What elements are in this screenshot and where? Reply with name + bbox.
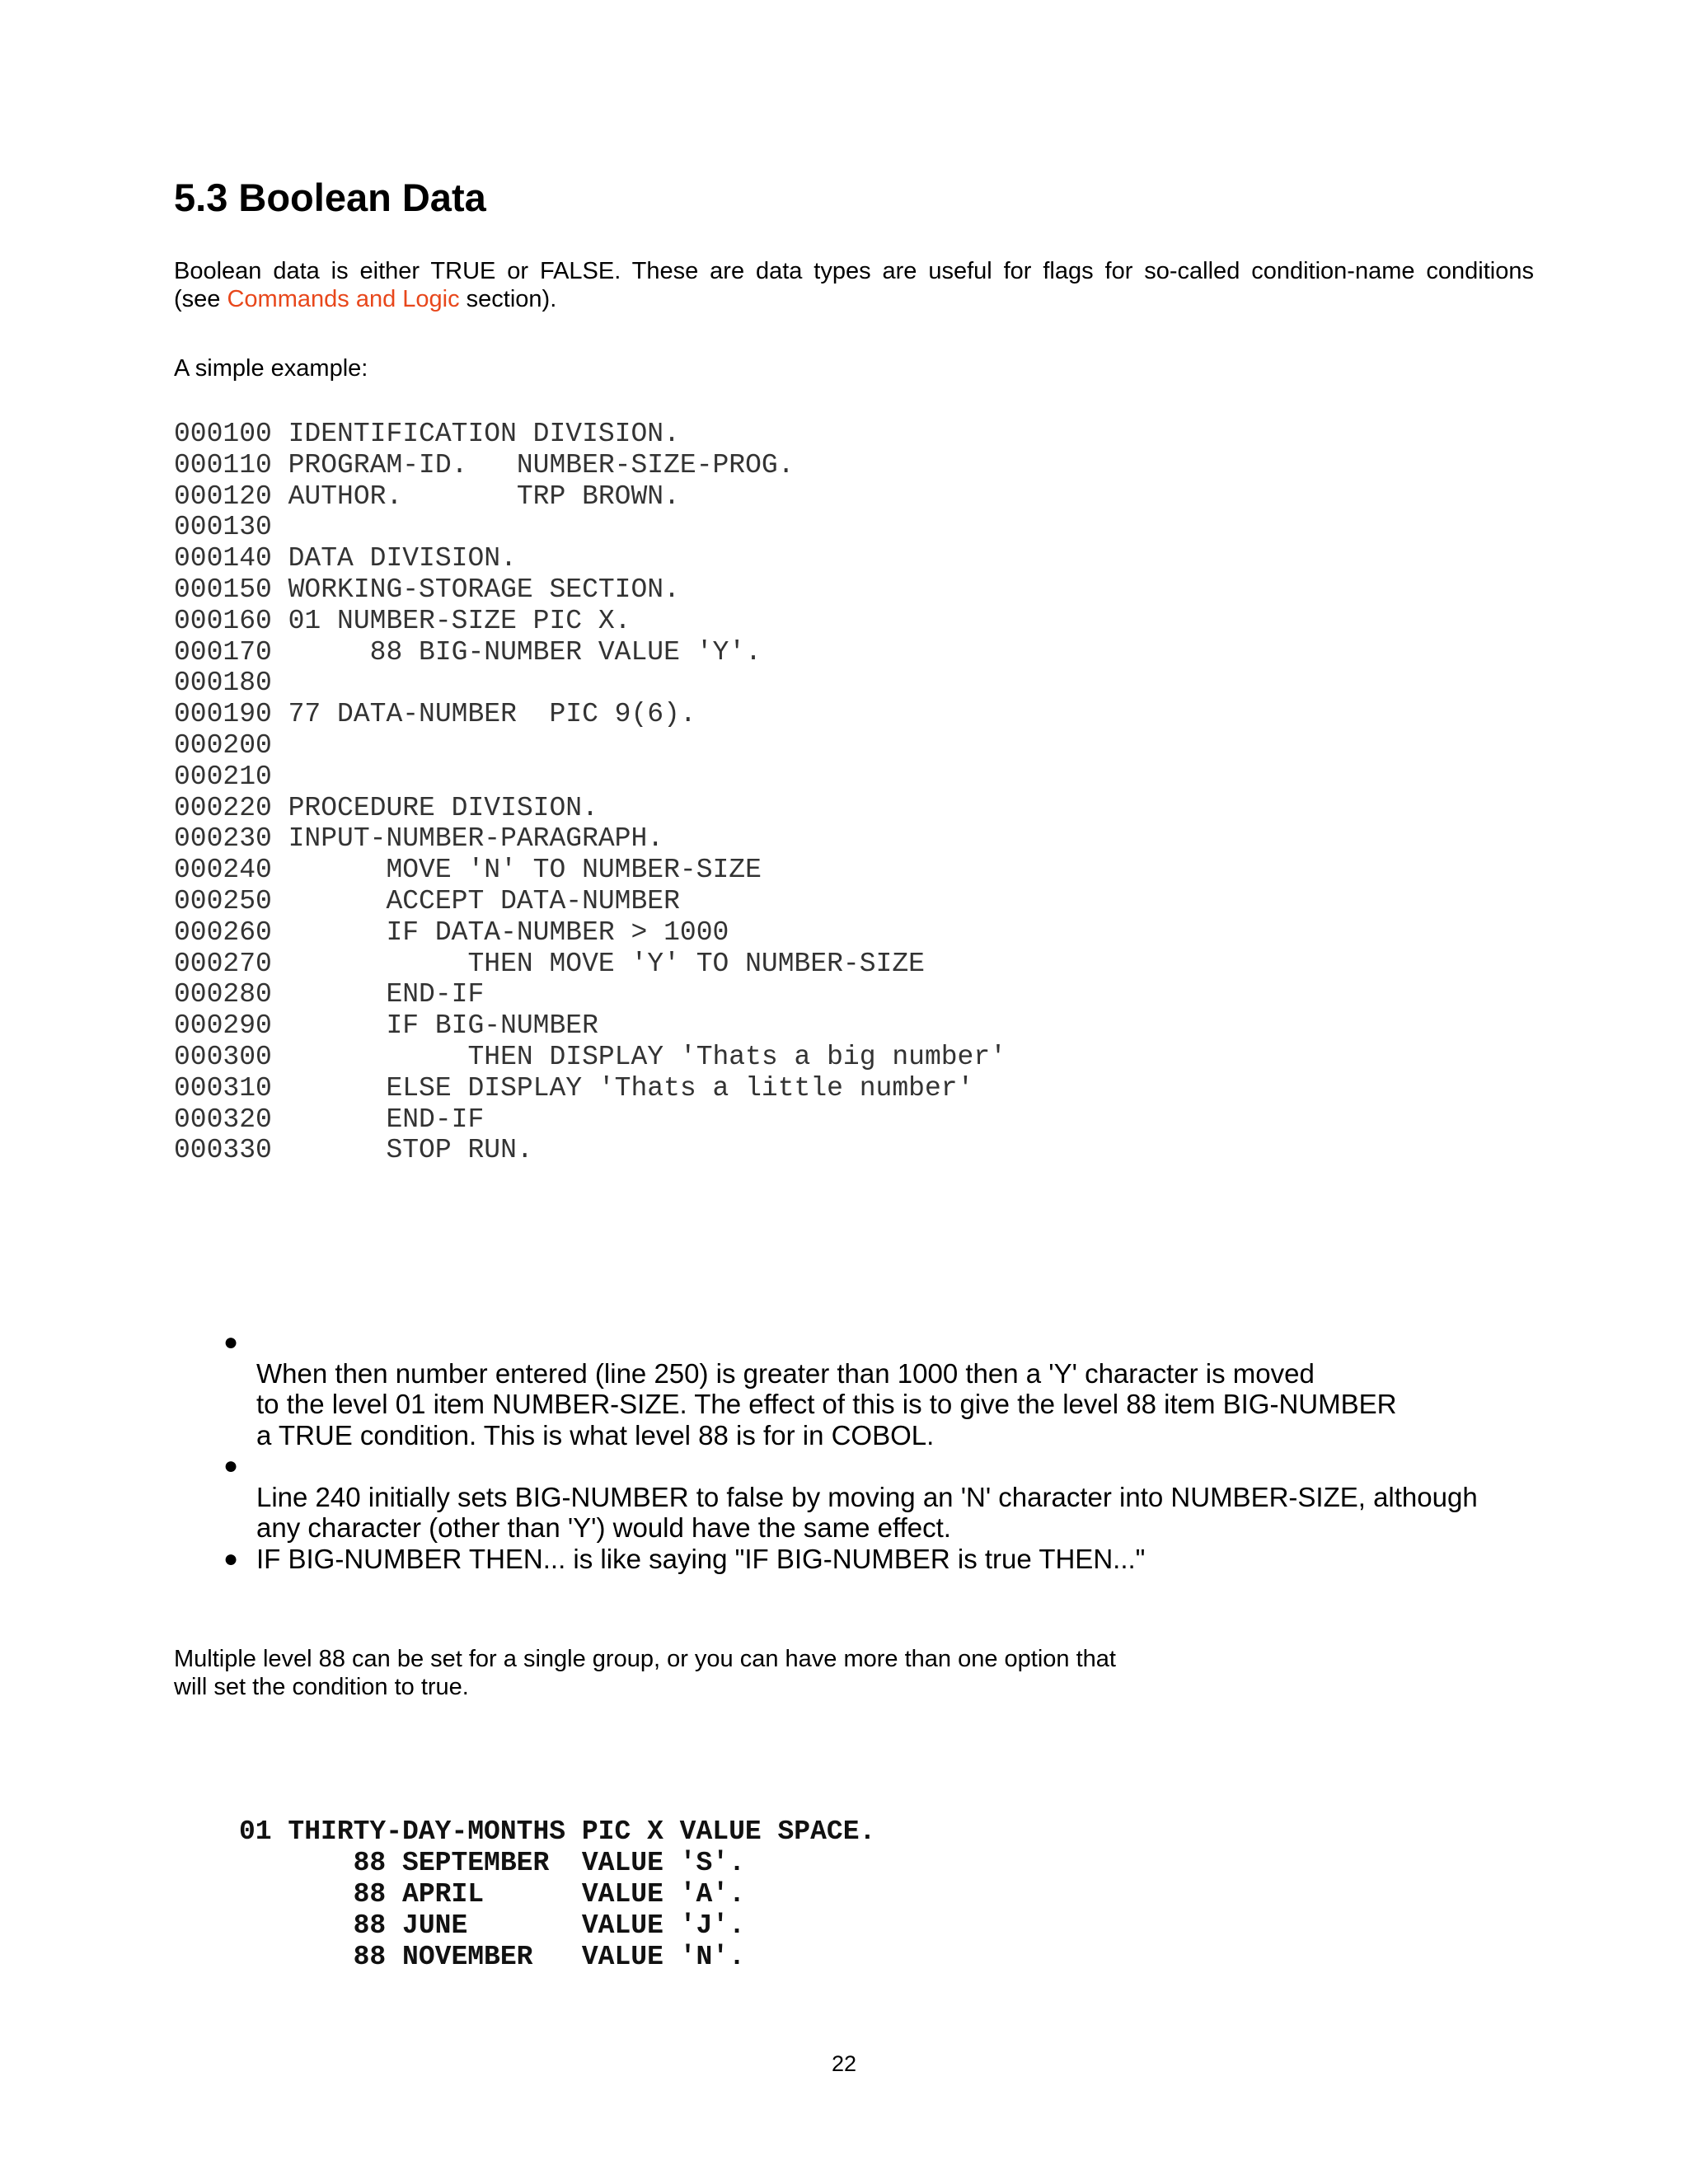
code-line: 000110 PROGRAM-ID. NUMBER-SIZE-PROG.: [174, 449, 795, 480]
code-line: 000210: [174, 761, 272, 792]
code-line: 000260 IF DATA-NUMBER > 1000: [174, 916, 729, 948]
section-heading: 5.3 Boolean Data: [174, 176, 486, 219]
code-line: 000160 01 NUMBER-SIZE PIC X.: [174, 605, 631, 636]
intro-line-2: [174, 285, 1534, 313]
code-line: 000240 MOVE 'N' TO NUMBER-SIZE: [174, 855, 762, 886]
code-line: 01 THIRTY-DAY-MONTHS PIC X VALUE SPACE.: [239, 1816, 876, 1847]
intro-line-1: Boolean data is either TRUE or FALSE. These are data types are useful for flags for so-called condition-name conditions: [174, 258, 1534, 284]
code-line: 000150 WORKING-STORAGE SECTION.: [174, 574, 680, 605]
code-line: 88 NOVEMBER VALUE 'N'.: [239, 1942, 745, 1972]
code-line: 88 SEPTEMBER VALUE 'S'.: [239, 1848, 745, 1878]
bullet-dot-icon: ●: [223, 1329, 239, 1356]
example-label: A simple example:: [174, 355, 368, 382]
code-line: 000190 77 DATA-NUMBER PIC 9(6).: [174, 699, 696, 730]
intro-paragraph: [174, 257, 1534, 313]
bullet-text: When then number entered (line 250) is greater than 1000 then a 'Y' character is moved to the level 01 item NUMBER-SIZE. The effect of this is to give the level 88 item BIG-NUMBER a TRUE condition. This is what level 88 is for in COBOL.: [256, 1357, 1397, 1451]
bullet-item: [223, 1451, 1478, 1544]
explanation-bullet-list: [223, 1327, 1478, 1574]
code-line: 88 JUNE VALUE 'J'.: [239, 1910, 745, 1941]
code-line: 000220 PROCEDURE DIVISION.: [174, 792, 598, 823]
code-line: 000170 88 BIG-NUMBER VALUE 'Y'.: [174, 636, 762, 668]
code-line: 000250 ACCEPT DATA-NUMBER: [174, 885, 680, 916]
bullet-item: [223, 1543, 1478, 1575]
intro-suffix: section).: [459, 286, 557, 312]
code-line: 000310 ELSE DISPLAY 'Thats a little number': [174, 1072, 974, 1104]
code-line: 000280 END-IF: [174, 979, 485, 1010]
code-line: 000200: [174, 729, 272, 761]
code-line: 000300 THEN DISPLAY 'Thats a big number': [174, 1041, 1006, 1072]
bullet-dot-icon: ●: [223, 1452, 239, 1479]
multiple-level-88-paragraph: Multiple level 88 can be set for a single group, or you can have more than one option that will set the condition to true.: [174, 1646, 1116, 1700]
code-line: 000100 IDENTIFICATION DIVISION.: [174, 419, 680, 449]
code-line: 000290 IF BIG-NUMBER: [174, 1010, 598, 1042]
code-line: 000320 END-IF: [174, 1104, 485, 1135]
cobol-code-listing: [174, 419, 1006, 1166]
thirty-day-months-code: [239, 1816, 875, 1973]
code-line: 000180: [174, 668, 272, 699]
code-line: 000230 INPUT-NUMBER-PARAGRAPH.: [174, 823, 664, 855]
bullet-text: IF BIG-NUMBER THEN... is like saying "IF BIG-NUMBER is true THEN...": [256, 1543, 1146, 1574]
bullet-dot-icon: ●: [223, 1544, 239, 1572]
bullet-text: Line 240 initially sets BIG-NUMBER to false by moving an 'N' character into NUMBER-SIZE, although any character (other than 'Y') would have the same effect.: [256, 1481, 1478, 1543]
bullet-item: [223, 1327, 1478, 1451]
code-line: 000270 THEN MOVE 'Y' TO NUMBER-SIZE: [174, 948, 925, 979]
code-line: 000140 DATA DIVISION.: [174, 543, 517, 574]
code-line: 88 APRIL VALUE 'A'.: [239, 1879, 745, 1910]
intro-prefix: (see: [174, 286, 227, 312]
code-line: 000330 STOP RUN.: [174, 1135, 533, 1166]
commands-and-logic-link[interactable]: Commands and Logic: [227, 286, 460, 312]
page-number: 22: [831, 2051, 857, 2076]
code-line: 000130: [174, 512, 272, 543]
code-line: 000120 AUTHOR. TRP BROWN.: [174, 480, 680, 512]
